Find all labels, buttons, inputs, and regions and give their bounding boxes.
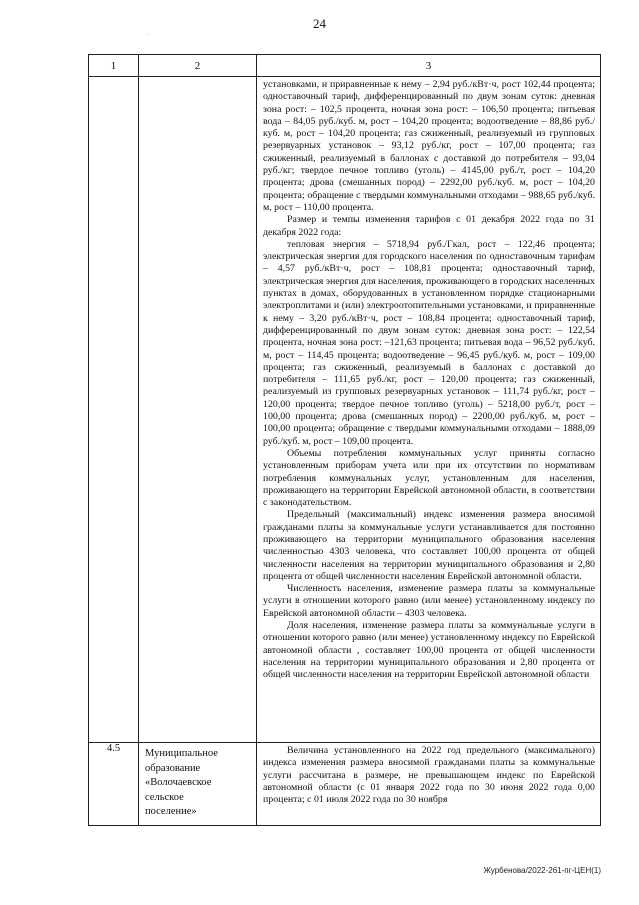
cell-description-4-5 bbox=[257, 743, 601, 826]
paragraph-max-index: Предельный (максимальный) индекс изменения размера вносимой гражданами платы за коммунальные услуги устанавливается для постоянно проживающего на территории муниципального образования населения численностью 4303 человека, что составляет 100,00 процента от общей численности населения на территории муниципального образования и 2,80 процента от общей численности населения Еврейской автономной области. bbox=[263, 509, 595, 582]
table-row-continued bbox=[89, 77, 601, 743]
column-header-2: 2 bbox=[139, 55, 257, 77]
cell-description bbox=[257, 77, 601, 743]
paragraph-population-share: Доля населения, изменение размера платы за коммунальные услуги в отношении которого равно (или менее) установленному индексу по Еврейской автономной области , составляет 100,00 процента от общей численности населения на территории муниципального образования и 2,80 процента от общей численности населения на территории Еврейской автономной области bbox=[263, 620, 595, 681]
table-header-row bbox=[89, 55, 601, 77]
paragraph-tariffs-continued: установками, и приравненные к нему – 2,94 руб./кВт·ч, рост 102,44 процента; одноставочный тариф, дифференцированный по двум зонам суток: дневная зона рост: – 102,5 процента, ночная зона рост: – 106,50 процента; питьевая вода – 84,05 руб./куб. м, рост – 104,20 процента; водоотведение – 88,86 руб./куб. м, рост – 104,20 процента; газ сжиженный, реализуемый из групповых резервуарных установок – 93,12 руб./кг, рост – 107,00 процента; газ сжиженный, реализуемый в баллонах с доставкой до потребителя – 93,04 руб./кг; твердое печное топливо (уголь) – 4145,00 руб./т, рост – 104,20 процента; дрова (смешанных пород) – 2292,00 руб./куб. м, рост – 104,20 процента; обращение с твердыми коммунальными отходами – 988,65 руб./куб. м, рост – 110,00 процента. bbox=[263, 79, 595, 213]
paragraph-index-value: Величина установленного на 2022 год предельного (максимального) индекса изменения размера вносимой гражданами платы за коммунальные услуги рассчитана в размере, не превышающем индекс по Еврейской автономной области (с 01 января 2022 года по 30 июня 2022 года 0,00 процента; с 01 июля 2022 года по 30 ноября bbox=[263, 745, 595, 806]
org-line: «Волочаевское сельское bbox=[145, 777, 212, 803]
table-row-4-5 bbox=[89, 743, 601, 826]
tariff-table bbox=[88, 54, 601, 826]
org-line: поселение» bbox=[145, 806, 197, 817]
cell-empty-org bbox=[139, 77, 257, 743]
cell-organization bbox=[139, 743, 257, 826]
scan-speck: · bbox=[146, 32, 148, 38]
column-header-1: 1 bbox=[89, 55, 139, 77]
document-footer-code: Журбенова/2022-261-пг-ЦЕН(1) bbox=[483, 866, 601, 875]
page-number: 24 bbox=[313, 16, 326, 31]
org-line: Муниципальное bbox=[145, 748, 218, 759]
row-number: 4.5 bbox=[89, 743, 139, 826]
paragraph-december-tariffs: тепловая энергия – 5718,94 руб./Гкал, рост – 122,46 процента; электрическая энергия для городского населения по одноставочным тарифам – 4,57 руб./кВт·ч, рост – 108,81 процента; одноставочный тариф, электрическая энергия для населения, проживающего в городских населенных пунктах в домах, оборудованных в установленном порядке стационарными электроплитами и (или) электроотопительными установками, и приравненные к нему – 3,20 руб./кВт·ч, рост – 108,84 процента; одноставочный тариф, дифференцированный по двум зонам суток: дневная зона рост: – 122,54 процента, ночная зона рост: –121,63 процента; питьевая вода – 96,52 руб./куб. м, рост – 114,45 процента; водоотведение – 96,45 руб./куб. м, рост – 109,00 процента; газ сжиженный, реализуемый в баллонах с доставкой до потребителя – 111,65 руб./кг, рост – 120,00 процента; газ сжиженный, реализуемый из групповых резервуарных установок – 111,74 руб./кг, рост – 120,00 процента; твердое печное топливо (уголь) – 5218,00 руб./т, рост – 100,00 процента; дрова (смешанных пород) – 2200,00 руб./куб. м, рост – 100,00 процента; обращение с твердыми коммунальными отходами – 1888,09 руб./куб. м, рост – 109,00 процента. bbox=[263, 238, 595, 447]
paragraph-population-count: Численность населения, изменение размера платы за коммунальные услуги в отношении которого равно (или менее) установленному индексу по Еврейской автономной области – 4303 человека. bbox=[263, 583, 595, 619]
paragraph-december-heading: Размер и темпы изменения тарифов с 01 декабря 2022 года по 31 декабря 2022 года: bbox=[263, 214, 595, 238]
column-header-3: 3 bbox=[257, 55, 601, 77]
paragraph-consumption-volumes: Объемы потребления коммунальных услуг приняты согласно установленным приборам учета или при их отсутствии по нормативам потребления коммунальных услуг, установленным для населения, проживающего на территории Еврейской автономной области, в соответствии с законодательством. bbox=[263, 447, 595, 509]
cell-empty-number bbox=[89, 77, 139, 743]
org-line: образование bbox=[145, 762, 201, 774]
